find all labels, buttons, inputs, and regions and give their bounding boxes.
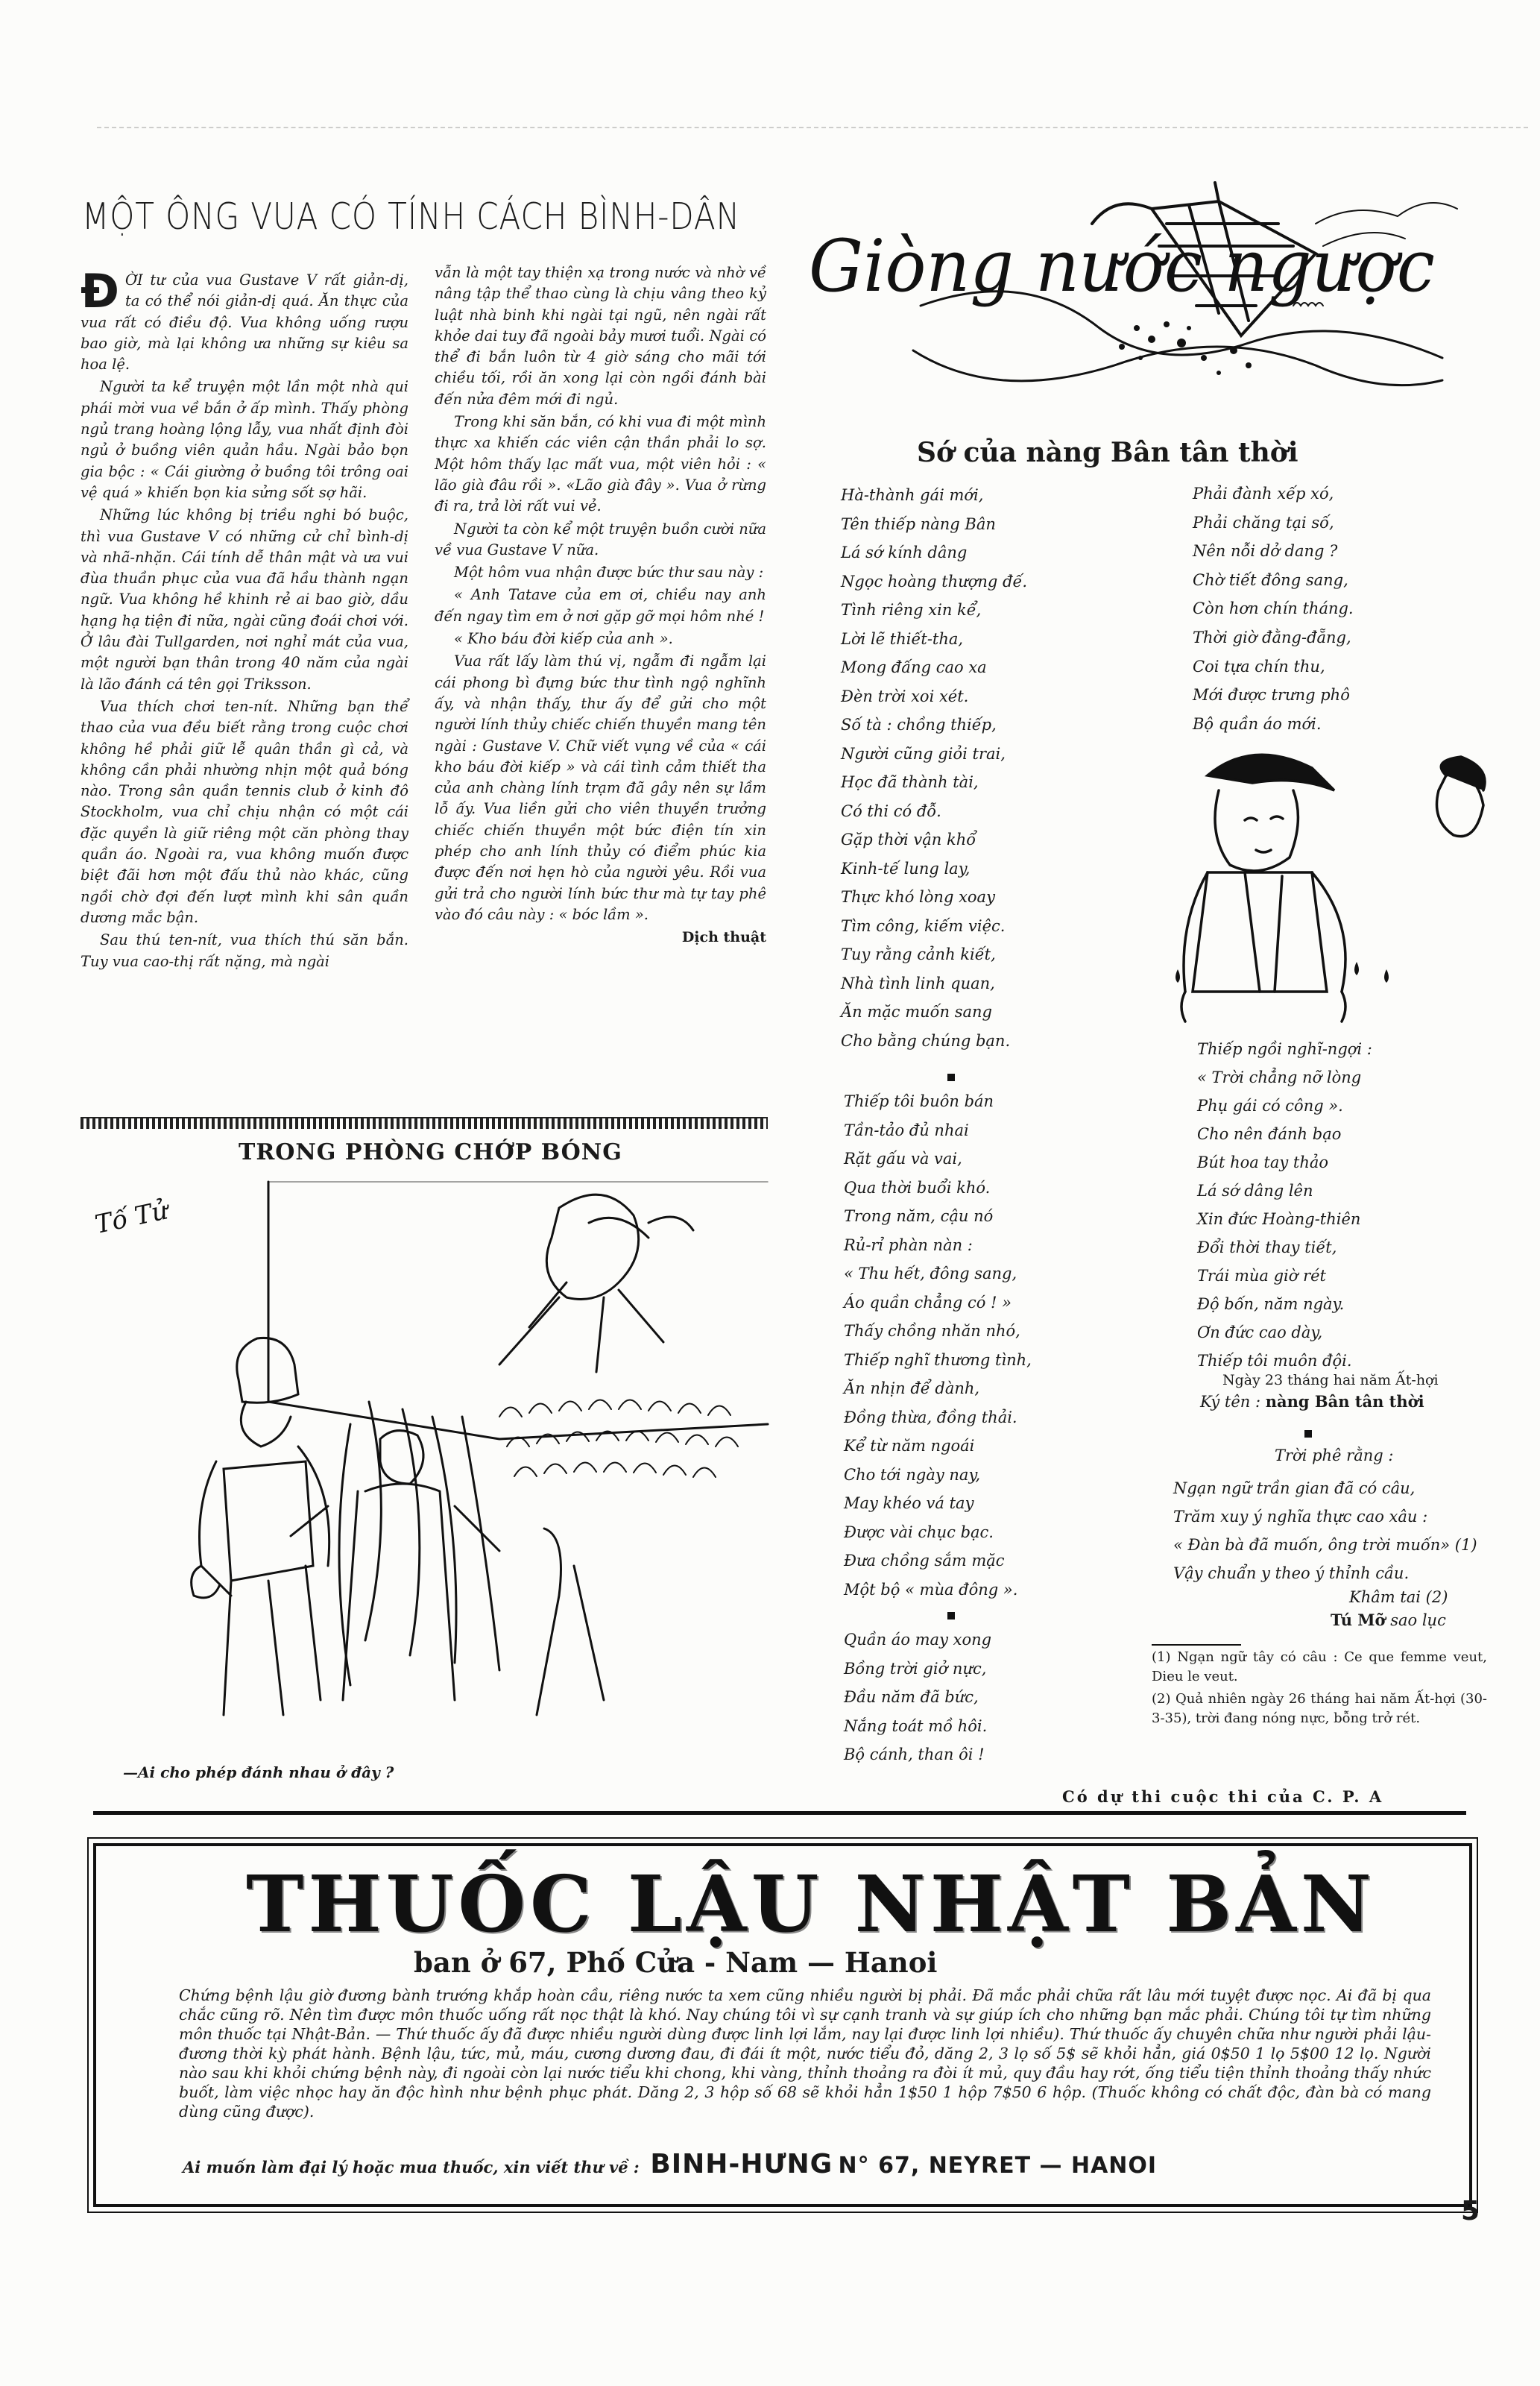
article-paragraph: « Anh Tatave của em ơi, chiều nay anh đến ngay tìm em ở nơi gặp gỡ mọi hôm nhé !	[435, 586, 766, 625]
cartoon-artist: Tố Tử	[92, 1195, 171, 1240]
poem-line: Đổi thời thay tiết,	[1197, 1238, 1337, 1256]
stanza-marker	[947, 1612, 955, 1619]
author-suffix: sao lục	[1390, 1611, 1446, 1629]
article-title: MỘT ÔNG VUA CÓ TÍNH CÁCH BÌNH-DÂN	[82, 195, 740, 238]
poem-line: Tình riêng xin kể,	[841, 601, 982, 619]
poem-line: Bộ cánh, than ôi !	[844, 1746, 985, 1763]
poem-line: Lời lẽ thiết-tha,	[841, 629, 964, 648]
poem-line: Hà-thành gái mới,	[841, 486, 984, 504]
poem-line: Bồng trời giở nực,	[844, 1659, 987, 1678]
poem-footnotes	[1152, 1648, 1487, 1728]
poem-column-right-top	[1193, 479, 1354, 738]
poem-line: Thời giờ đằng-đẵng,	[1193, 628, 1351, 646]
author-name: Tú Mỡ	[1331, 1611, 1386, 1629]
article-paragraph: Vua thích chơi ten-nít. Những bạn thể thao của vua đều biết rằng trong cuộc chơi không hề phải giữ lễ quân thần gì cả, và không cần phải nhường nhịn một quả bóng nào. Trong sân quần tennis club ở kinh đô Stockholm, vua chỉ chịu nhận có một cái đặc quyền là giữ riêng một căn phòng thay quần áo. Ngoài ra, vua không muốn được biệt đãi hơn một đấu thủ nào khác, cũng ngồi chờ đợi đến lượt mình khi sân quần dương mắc bận.	[81, 697, 408, 926]
poem-column-right-bottom	[1197, 1035, 1372, 1375]
section-divider	[81, 1117, 768, 1129]
poem-line: Ăn nhịn để dành,	[844, 1379, 980, 1397]
drop-cap: Đ	[81, 264, 119, 318]
poem-line: Một bộ « mùa đông ».	[844, 1580, 1018, 1599]
poem-line: Đồng thừa, đồng thải.	[844, 1408, 1017, 1426]
ad-footer	[183, 2149, 1157, 2179]
poem-line: Thấy chồng nhăn nhó,	[844, 1322, 1020, 1340]
poem-line: Thiếp nghĩ thương tình,	[844, 1350, 1032, 1369]
reply-label: Trời phê rằng :	[1275, 1447, 1394, 1464]
poem-reply	[1173, 1474, 1477, 1587]
poem-line: Lá sớ kính dâng	[841, 544, 968, 561]
poem-line: Mới được trưng phô	[1193, 686, 1350, 705]
poem-line: Nên nỗi dở dang ?	[1193, 542, 1338, 561]
poem-line: Gặp thời vận khổ	[841, 831, 976, 849]
footnote: (2) Quả nhiên ngày 26 tháng hai năm Ất-hợi (30-3-35), trời đang nóng nực, bỗng trở rét.	[1152, 1691, 1487, 1726]
poem-line: Bút hoa tay thảo	[1197, 1153, 1329, 1171]
poem-line: Cho nên đánh bạo	[1197, 1125, 1342, 1143]
stanza-marker	[947, 1074, 955, 1081]
poem-title: Sớ của nàng Bân tân thời	[917, 437, 1298, 468]
poem-line: Phải chăng tại số,	[1193, 513, 1334, 532]
poem-line: Rặt gấu và vai,	[844, 1150, 962, 1168]
poem-column-3	[844, 1625, 991, 1769]
poem-line: Coi tựa chín thu,	[1193, 657, 1325, 676]
poem-line: Có thi có đỗ.	[841, 802, 941, 820]
poem-line: Cho bằng chúng bạn.	[841, 1031, 1011, 1050]
poem-header-illustration	[801, 179, 1457, 425]
poem-column-1	[841, 481, 1027, 1055]
poem-line: Tìm công, kiếm việc.	[841, 916, 1006, 935]
poem-line: Thiếp ngồi nghĩ-ngợi :	[1197, 1040, 1372, 1058]
poem-illustration	[1163, 746, 1521, 1044]
poem-line: Tên thiếp nàng Bân	[841, 514, 996, 533]
poem-line: « Đàn bà đã muốn, ông trời muốn» (1)	[1173, 1536, 1477, 1554]
poem-line: Người cũng giỏi trai,	[841, 744, 1006, 763]
poem-line: Học đã thành tài,	[841, 773, 979, 791]
poem-line: Tần-tảo đủ nhai	[844, 1121, 969, 1139]
ad-body: Chứng bệnh lậu giờ đương bành trướng khắp hoàn cầu, riêng nước ta xem cũng nhiều người bị phải. Đã mắc phải chữa rất lâu mới tuyệt được nọc. Ai đã bị qua chắc cũng rõ. Nên tìm được môn thuốc uống rất nọc thật là khó. Nay chúng tôi vì sự cạnh tranh và sự giúp ích cho những bạn mắc phải. Chúng tôi tự tìm những môn thuốc tại Nhật-Bản. — Thứ thuốc ấy đã được nhiều người dùng được linh lợi lắm, nay lại được linh lợi nhiều). Thứ thuốc ấy chuyên chữa như người phải lậu-đương thời kỳ phát hành. Bệnh lậu, tức, mủ, máu, cương dương đau, đi đái ít một, nước tiểu đỏ, dăng 2, 3 lọ số 5$ sẽ khỏi hẳn, giá 0$50 1 lọ 5$00 12 lọ. Người nào sau khi khỏi chứng bệnh này, đi ngoài còn lại nước tiểu khi chong, khi vàng, thỉnh thoảng ra đòi ít mủ, quy đầu hay rớt, ống tiểu tiện thỉnh thoảng thấy nhức buốt, làm việc nhọc hay ăn độc hình như bệnh phục phát. Dăng 2, 3 hộp số 68 sẽ khỏi hẳn 1$50 1 hộp 7$50 6 hộp. (Thuốc không có chất độc, đàn bà có mang dùng cũng được).	[179, 1986, 1431, 2121]
poem-line: Mong đấng cao xa	[841, 658, 987, 676]
poem-line: Trong năm, cậu nó	[844, 1207, 994, 1225]
poem-line: Xin đức Hoàng-thiên	[1197, 1210, 1361, 1228]
article-paragraph: Người ta kể truyện một lần một nhà qui phái mời vua về bắn ở ấp mình. Thấy phòng ngủ trang hoàng lộng lẫy, vua nhất định đòi ngủ ở buồng viên quản hầu. Ngài bảo bọn gia bộc : « Cái giường ở buồng tôi trông oai vệ quá » khiến bọn kia sửng sốt sợ hãi.	[81, 378, 408, 501]
stanza-marker	[1304, 1430, 1312, 1438]
cartoon-title: TRONG PHÒNG CHỚP BÓNG	[239, 1139, 622, 1165]
poem-line: Qua thời buổi khó.	[844, 1178, 991, 1197]
poem-line: Thiếp tôi buôn bán	[844, 1092, 994, 1110]
poem-line: Chờ tiết đông sang,	[1193, 570, 1348, 589]
article-paragraph: Trong khi săn bắn, có khi vua đi một mình thực xa khiến các viên cận thần phải lo sợ. Một hôm thấy lạc mất vua, một viên hỏi : « lão già đâu rồi ». «Lão già đây ». Vua ở rừng đi ra, trả lời rất vui vẻ.	[435, 413, 766, 515]
poem-line: « Thu hết, đông sang,	[844, 1265, 1017, 1282]
poem-line: Kinh-tế lung lay,	[841, 859, 971, 878]
poem-line: Lá sớ dâng lên	[1197, 1182, 1313, 1200]
poem-line: Phụ gái có công ».	[1197, 1097, 1343, 1115]
ad-title: THUỐC LẬU NHẬT BẢN	[246, 1858, 1376, 1950]
article-paragraph: Người ta còn kể một truyện buồn cười nữa về vua Gustave V nữa.	[435, 520, 766, 558]
article-signature: Dịch thuật	[681, 929, 766, 946]
poem-line: Còn hơn chín tháng.	[1193, 599, 1354, 618]
poem-header-script: Giòng nước ngược	[809, 224, 1435, 308]
footnote: (1) Ngạn ngữ tây có câu : Ce que femme veut, Dieu le veut.	[1152, 1649, 1487, 1684]
poem-line: Rủ-rỉ phàn nàn :	[844, 1236, 973, 1254]
article-paragraph: Vua rất lấy làm thú vị, ngẫm đi ngẫm lại cái phong bì đựng bức thư tình ngộ nghĩnh ấy, và nhận thấy, thư ấy để gửi cho một người lính thủy chiếc chiến thuyền mang tên ngài : Gustave V. Chữ viết vụng về của « cái kho báu đời kiếp » và cái tình cảm thiết tha của anh chàng lính trạm đã gây nên sự lầm lỗ ấy. Vua liền gửi cho viên thuyền trưởng chiếc chiến thuyền một bức điện tín xin phép cho anh lính thủy có điểm phúc kia được đến nơi hẹn hò của người yêu. Rồi vua gửi trả cho người lính bức thư mà tự tay phê vào đó câu này : « bóc lầm ».	[435, 652, 766, 923]
poem-line: Ơn đức cao dày,	[1197, 1323, 1323, 1341]
article-paragraph: ỜI tư của vua Gustave V rất giản-dị, ta có thể nói giản-dị quá. Ăn thực của vua rất có điều độ. Vua không uống rượu bao giờ, mà lại không ưa những sự kiêu sa hoa lệ.	[81, 271, 408, 374]
poem-line: Nhà tình linh quan,	[841, 974, 995, 992]
poem-line: Đưa chồng sắm mặc	[844, 1552, 1005, 1570]
kham-tai: Khâm tai (2)	[1349, 1588, 1448, 1606]
poem-line: « Trời chẳng nỡ lòng	[1197, 1068, 1362, 1086]
ad-footer-address: N° 67, NEYRET — HANOI	[838, 2153, 1158, 2179]
signed-prefix: Ký tên :	[1200, 1393, 1261, 1411]
article-column-left	[81, 264, 408, 1096]
poem-line: Ngạn ngữ trần gian đã có câu,	[1173, 1479, 1416, 1497]
ad-top-rule	[93, 1811, 1466, 1815]
poem-line: Số tà : chồng thiếp,	[841, 716, 997, 734]
cartoon-caption: —Ai cho phép đánh nhau ở đây ?	[123, 1763, 394, 1781]
poem-author	[1331, 1611, 1446, 1629]
poem-line: Ngọc hoàng thượng đế.	[841, 572, 1028, 591]
article-column-right	[435, 262, 766, 1098]
poem-line: Kể từ năm ngoái	[844, 1437, 975, 1455]
ad-footer-text: Ai muốn làm đại lý hoặc mua thuốc, xin viết thư về :	[183, 2158, 640, 2176]
poem-column-2	[844, 1087, 1032, 1604]
article-paragraph: vẫn là một tay thiện xạ trong nước và nhờ về nâng tập thể thao cùng là chịu vâng theo kỷ luật nhà binh khi ngài tại ngũ, nên ngài rất khỏe dai tuy đã ngoài bảy mươi tuổi. Ngài có thể đi bắn luôn từ 4 giờ sáng cho mãi tới chiều tối, rồi ăn xong lại còn ngồi đánh bài đến nửa đêm mới đi ngủ.	[435, 264, 766, 408]
poem-line: Đèn trời xoi xét.	[841, 687, 969, 705]
page-number: 5	[1461, 2196, 1480, 2226]
ad-subtitle: ban ở 67, Phố Cửa - Nam — Hanoi	[414, 1946, 938, 1979]
footnote-rule	[1152, 1644, 1241, 1646]
poem-line: Độ bốn, năm ngày.	[1197, 1295, 1345, 1313]
poem-line: May khéo vá tay	[844, 1494, 974, 1512]
cartoon-illustration	[82, 1178, 768, 1745]
poem-date: Ngày 23 tháng hai năm Ất-hợi	[1222, 1372, 1439, 1388]
poem-line: Được vài chục bạc.	[844, 1523, 994, 1541]
poem-line: Trái mùa giờ rét	[1197, 1267, 1326, 1285]
article-paragraph: « Kho báu đời kiếp của anh ».	[454, 630, 673, 648]
poem-line: Áo quần chẳng có ! »	[844, 1293, 1012, 1312]
ad-footer-name: BINH-HƯNG	[650, 2149, 833, 2179]
poem-line: Phải đành xếp xó,	[1193, 485, 1334, 503]
poem-line: Nắng toát mồ hôi.	[844, 1716, 988, 1735]
scan-edge-line	[97, 127, 1528, 128]
article-paragraph: Những lúc không bị triều nghi bó buộc, thì vua Gustave V có những cử chỉ bình-dị và nhã-nhặn. Cái tính dễ thân mật và ưa vui đùa thuần phục của vua đã hầu thành ngạn ngữ. Vua không hề khinh rẻ ai bao giờ, dầu hạng hạ tiện đi nữa, ngài cũng đoái chơi với. Ở lâu đài Tullgarden, nơi nghỉ mát của vua, một người bạn thân trong 40 năm của ngài là lão đánh cá tên gọi Triksson.	[81, 506, 408, 693]
poem-line: Đầu năm đã bức,	[844, 1688, 979, 1706]
poem-line: Thiếp tôi muôn đội.	[1197, 1352, 1352, 1370]
poem-line: Tuy rằng cảnh kiết,	[841, 945, 996, 963]
poem-line: Cho tới ngày nay,	[844, 1465, 981, 1484]
poem-line: Vậy chuẩn y theo ý thỉnh cầu.	[1173, 1564, 1410, 1582]
poem-line: Quần áo may xong	[844, 1631, 992, 1649]
article-paragraph: Một hôm vua nhận được bức thư sau này :	[454, 564, 764, 582]
signed-name: nàng Bân tân thời	[1265, 1392, 1424, 1411]
contest-line: Có dự thi cuộc thi của C. P. A	[1062, 1787, 1384, 1806]
poem-line: Bộ quần áo mới.	[1193, 714, 1322, 733]
poem-line: Trăm xuy ý nghĩa thực cao xâu :	[1173, 1508, 1428, 1526]
article-paragraph: Sau thú ten-nít, vua thích thú săn bắn. Tuy vua cao-thị rất nặng, mà ngài	[81, 931, 408, 970]
poem-signature	[1200, 1392, 1424, 1411]
poem-line: Thực khó lòng xoay	[841, 888, 995, 906]
poem-line: Ăn mặc muốn sang	[841, 1003, 992, 1021]
